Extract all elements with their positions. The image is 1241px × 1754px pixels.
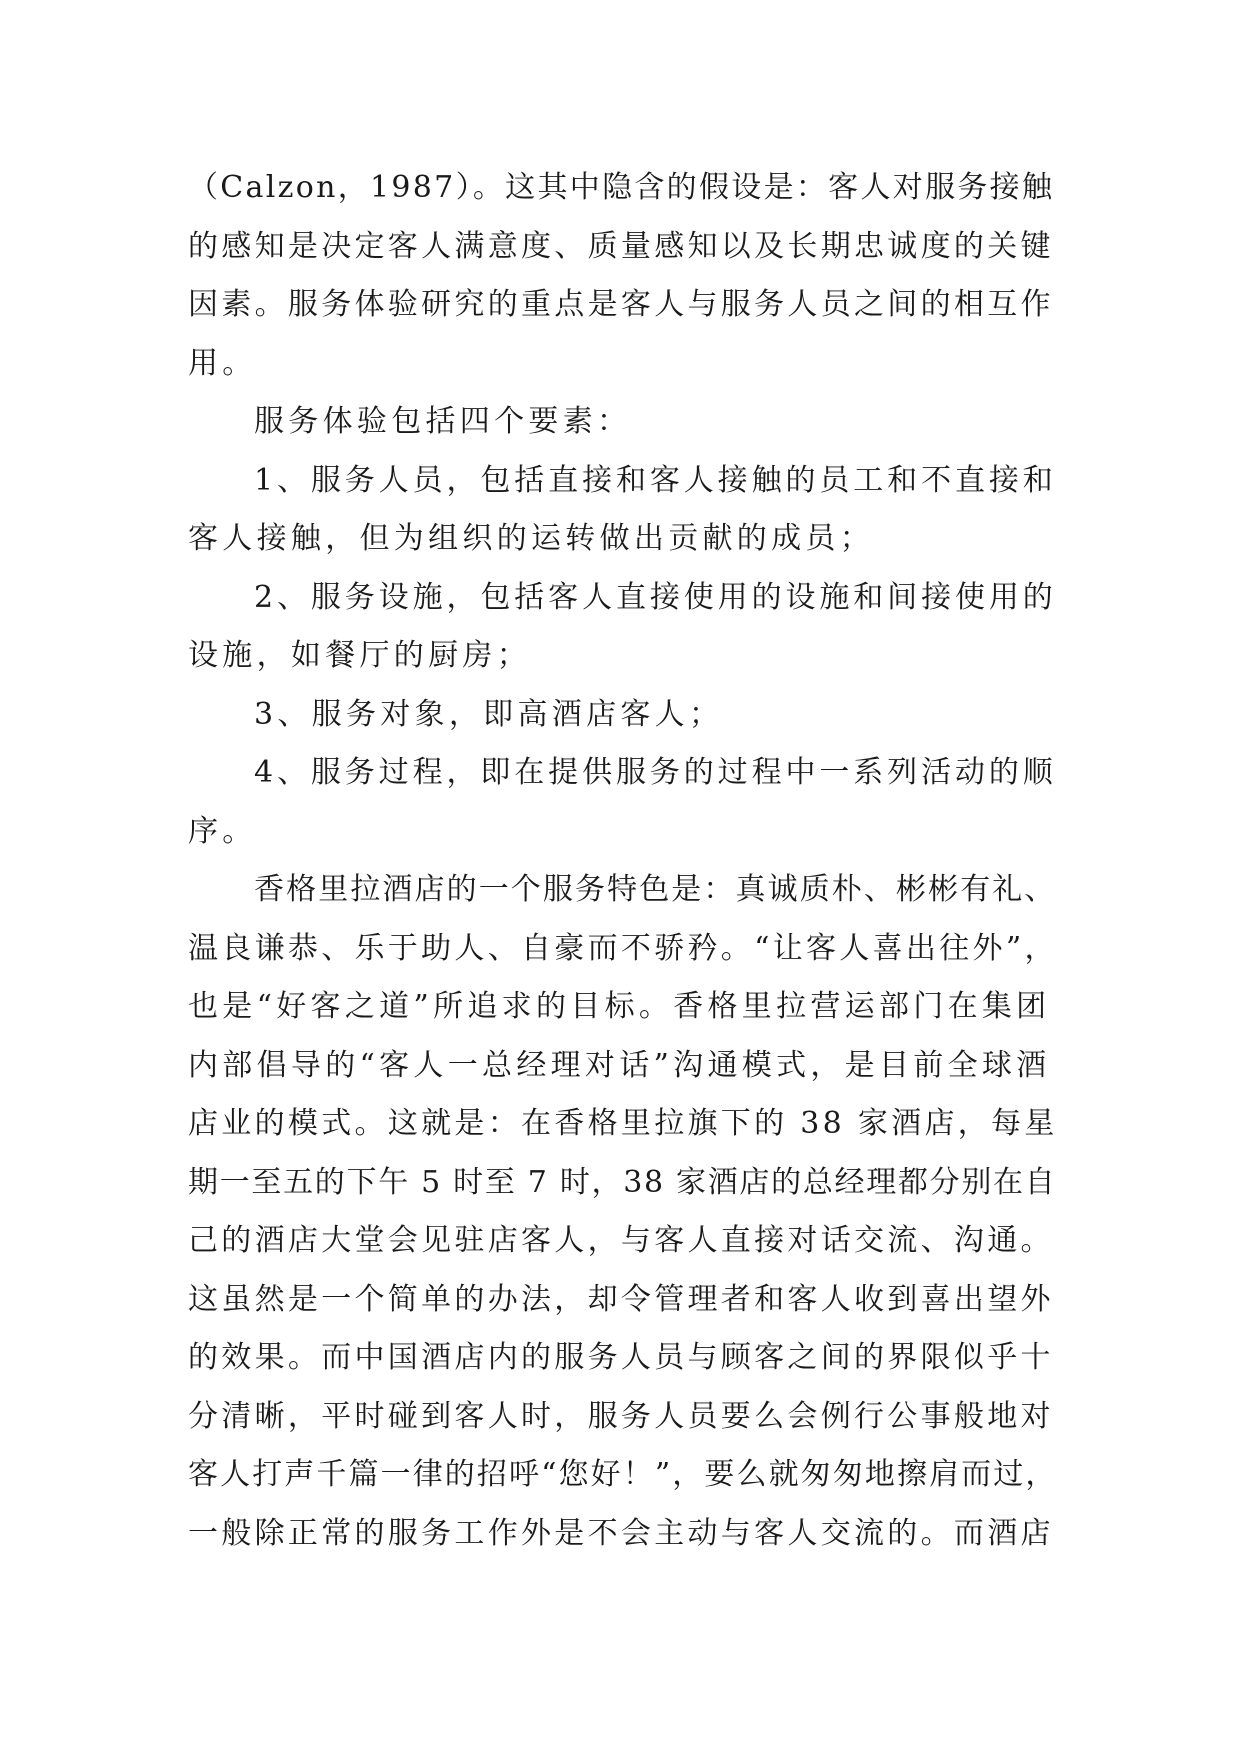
text-line: 的感知是决定客人满意度、质量感知以及长期忠诚度的关键: [188, 228, 1054, 264]
text-line: 序。: [188, 813, 257, 849]
text-line: （Calzon，1987）。这其中隐含的假设是：客人对服务接触: [188, 170, 1055, 205]
text-line: 分清晰，平时碰到客人时，服务人员要么会例行公事般地对: [188, 1398, 1054, 1434]
body-text: [188, 159, 1058, 1563]
text-line: 温良谦恭、乐于助人、自豪而不骄矜。“让客人喜出往外”，: [188, 930, 1058, 966]
text-line: 4、服务过程，即在提供服务的过程中一系列活动的顺: [254, 755, 1057, 790]
text-line: 因素。服务体验研究的重点是客人与服务人员之间的相互作: [188, 287, 1054, 322]
text-line: 内部倡导的“客人一总经理对话”沟通模式，是目前全球酒: [188, 1047, 1051, 1083]
text-line: 客人打声千篇一律的招呼“您好！”，要么就匆匆地擦肩而过，: [188, 1457, 1058, 1492]
text-line: 也是“好客之道”所追求的目标。香格里拉营运部门在集团: [188, 989, 1051, 1024]
text-line: 3、服务对象，即高酒店客人；: [254, 696, 724, 732]
text-line: 用。: [188, 345, 257, 381]
text-line: 店业的模式。这就是：在香格里拉旗下的 38 家酒店，每星: [188, 1106, 1058, 1141]
text-line: 这虽然是一个简单的办法，却令管理者和客人收到喜出望外: [188, 1281, 1054, 1317]
text-line: 期一至五的下午 5 时至 7 时，38 家酒店的总经理都分别在自: [188, 1164, 1057, 1200]
text-line: 的效果。而中国酒店内的服务人员与顾客之间的界限似乎十: [188, 1340, 1054, 1375]
text-line: 设施，如餐厅的厨房；: [188, 638, 531, 673]
text-line: 香格里拉酒店的一个服务特色是：真诚质朴、彬彬有礼、: [254, 872, 1057, 907]
text-line: 服务体验包括四个要素：: [254, 404, 632, 439]
text-line: 一般除正常的服务工作外是不会主动与客人交流的。而酒店: [188, 1515, 1054, 1551]
text-line: 1、服务人员，包括直接和客人接触的员工和不直接和: [254, 462, 1057, 498]
text-line: 2、服务设施，包括客人直接使用的设施和间接使用的: [254, 579, 1057, 615]
text-line: 客人接触，但为组织的运转做出贡献的成员；: [188, 521, 874, 556]
text-line: 己的酒店大堂会见驻店客人，与客人直接对话交流、沟通。: [188, 1223, 1054, 1258]
